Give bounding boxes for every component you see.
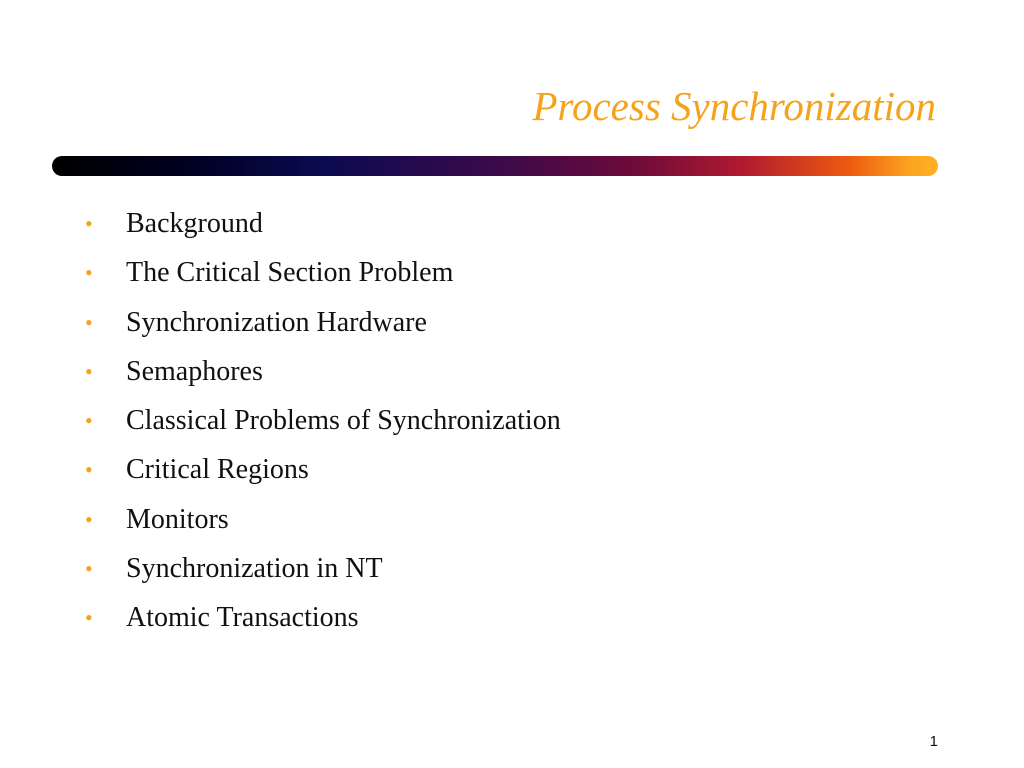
bullet-item	[85, 301, 561, 350]
bullet-item	[85, 596, 561, 645]
bullet-text: Synchronization in NT	[126, 553, 383, 585]
bullet-item	[85, 350, 561, 399]
bullet-list	[85, 202, 561, 646]
bullet-text: Classical Problems of Synchronization	[126, 405, 561, 437]
bullet-item	[85, 251, 561, 300]
bullet-dot-icon: •	[85, 457, 93, 483]
bullet-item	[85, 547, 561, 596]
bullet-text: Background	[126, 208, 263, 239]
bullet-dot-icon: •	[85, 260, 93, 286]
bullet-text: Critical Regions	[126, 454, 309, 486]
bullet-item	[85, 448, 561, 497]
bullet-dot-icon: •	[85, 556, 93, 582]
slide-title: Process Synchronization	[532, 83, 936, 129]
bullet-dot-icon: •	[85, 309, 93, 335]
bullet-dot-icon: •	[85, 211, 93, 236]
bullet-dot-icon: •	[85, 605, 93, 631]
bullet-dot-icon: •	[85, 358, 93, 384]
bullet-text: Synchronization Hardware	[126, 306, 427, 338]
bullet-dot-icon: •	[85, 408, 93, 434]
bullet-item	[85, 498, 561, 547]
bullet-text: Monitors	[126, 503, 229, 535]
bullet-dot-icon: •	[85, 506, 93, 532]
bullet-text: Semaphores	[126, 355, 263, 387]
bullet-item	[85, 202, 561, 251]
title-gradient-bar	[52, 156, 938, 176]
bullet-text: Atomic Transactions	[126, 602, 359, 634]
page-number: 1	[929, 733, 938, 750]
bullet-text: The Critical Section Problem	[126, 257, 454, 289]
bullet-item	[85, 399, 561, 448]
